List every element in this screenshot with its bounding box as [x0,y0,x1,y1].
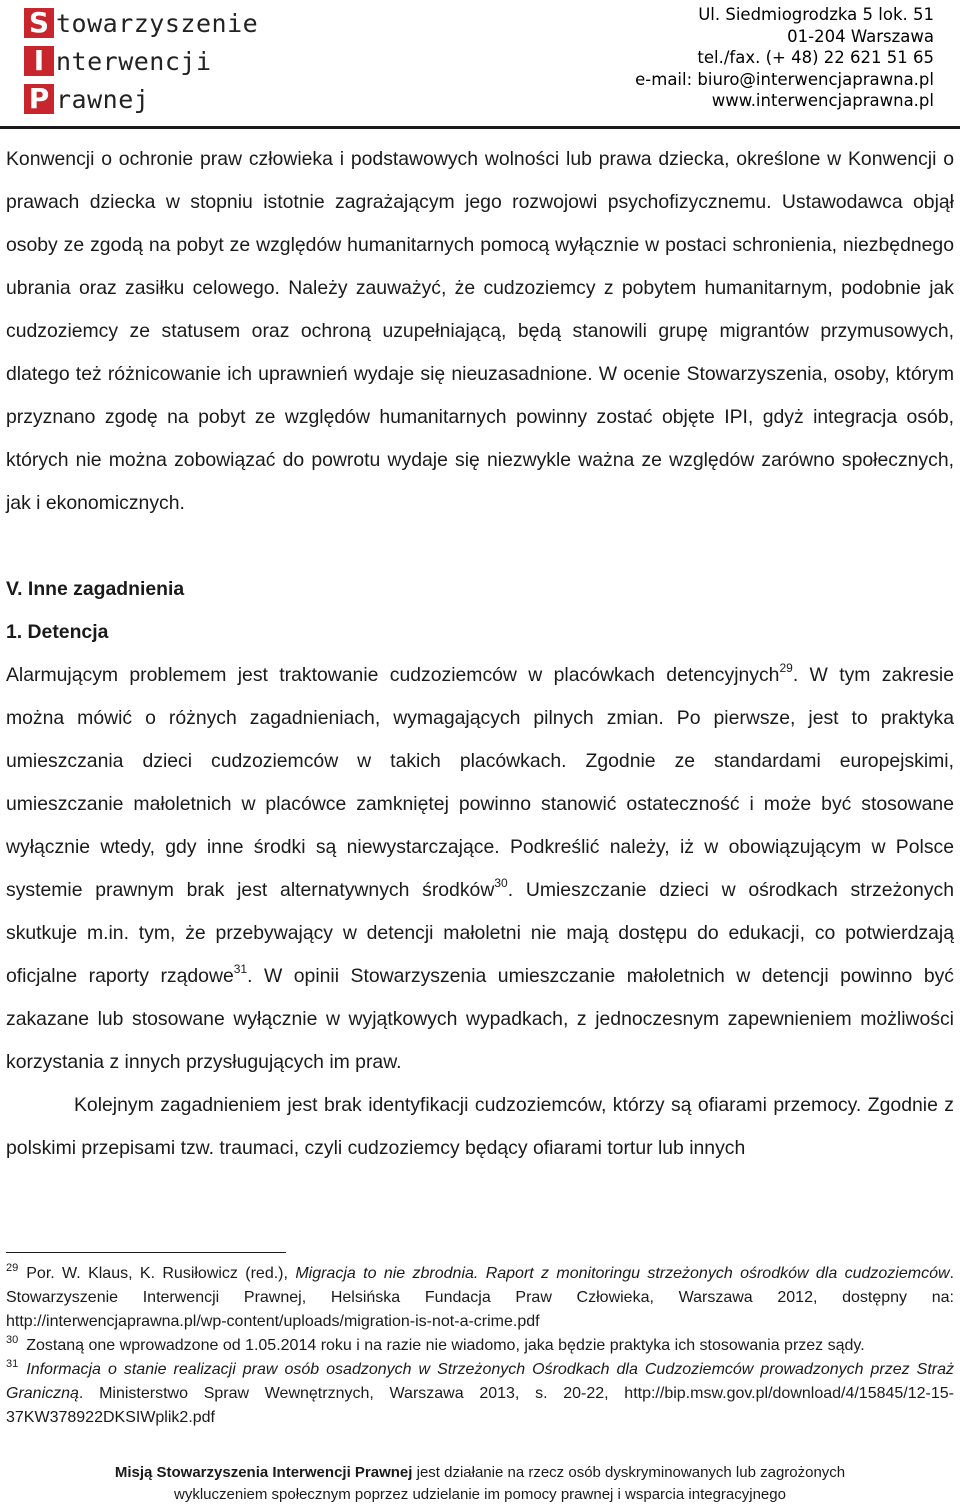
paragraph-spacer [6,525,954,568]
page-footer [0,1462,960,1506]
footnote-29-title: Migracja to nie zbrodnia. Raport z monitoringu strzeżonych ośrodków dla cudzoziemców [295,1265,950,1282]
document-body [6,138,954,1170]
logo-initial-s: S [24,8,54,38]
footnote-ref-30: 30 [494,876,508,890]
paragraph-humanitarian-stay: Konwencji o ochronie praw człowieka i podstawowych wolności lub prawa dziecka, określone w Konwencji o prawach dziecka w stopniu istotnie zagrażającym jego rozwojowi psychofizycznemu. Ustawodawca objął osoby ze zgodą na pobyt ze względów humanitarnych pomocą wyłącznie w postaci schronienia, niezbędnego ubrania oraz zasiłku celowego. Należy zauważyć, że cudzoziemcy z pobytem humanitarnym, podobnie jak cudzoziemcy ze statusem oraz ochroną uzupełniającą, będą stanowili grupę migrantów przymusowych, dlatego też różnicowanie ich uprawnień wydaje się nieuzasadnione. W ocenie Stowarzyszenia, osoby, którym przyznano zgodę na pobyt ze względów humanitarnych powinny zostać objęte IPI, gdyż integracja osób, których nie można zobowiązać do powrotu wydaje się niezwykle ważna ze względów zarówno społecznych, jak i ekonomicznych. [6,148,954,514]
paragraph-victim-identification: Kolejnym zagadnieniem jest brak identyfikacji cudzoziemców, którzy są ofiarami przemocy. Zgodnie z polskimi przepisami tzw. traumaci, czyli cudzoziemcy będący ofiarami tortur lub innych [6,1094,954,1159]
logo-line-1 [24,4,258,42]
contact-city: 01-204 Warszawa [787,26,934,46]
logo-word-3: rawnej [56,84,150,114]
footnote-30-number: 30 [6,1334,19,1346]
footer-line-1 [0,1462,960,1484]
contact-phone: tel./fax. (+ 48) 22 621 51 65 [697,48,934,67]
letterhead [0,0,960,128]
footnote-ref-31: 31 [233,962,248,976]
footnote-29-source: . Stowarzyszenie Interwencji Prawnej, Helsińska Fundacja Praw Człowieka, Warszawa 2012, dostępny na: http://interwencjaprawna.pl/wp-content/uploads/migration-is-not-a-crime.pdf [6,1265,954,1330]
footnote-ref-29: 29 [779,661,793,675]
subsection-heading: 1. Detencja [6,621,109,643]
contact-email: e-mail: biuro@interwencjaprawna.pl [635,69,934,89]
footer-mission-bold: Misją Stowarzyszenia Interwencji Prawnej [114,1464,413,1481]
footnote-29 [6,1262,954,1334]
detention-text-c: . Umieszczanie dzieci w ośrodkach strzeżonych skutkuje m.in. tym, że przebywający w detencji małoletni nie mają dostępu do edukacji, co potwierdzają oficjalne raporty rządowe [6,879,954,987]
logo-initial-i: I [24,46,54,76]
logo-initial-p: P [24,84,54,114]
header-divider [0,126,960,129]
logo-line-2 [24,42,258,80]
footnote-31 [6,1358,954,1430]
footnote-29-lead: Por. W. Klaus, K. Rusiłowicz (red.), [26,1265,288,1282]
footer-mission-rest: jest działanie na rzecz osób dyskryminowanych lub zagrożonych [412,1464,846,1481]
footnote-31-number: 31 [6,1358,19,1370]
detention-text-a: Alarmującym problemem jest traktowanie cudzoziemców w placówkach detencyjnych [6,664,780,686]
section-heading: V. Inne zagadnienia [6,578,185,600]
footer-line-2: wykluczeniem społecznym poprzez udzielanie im pomocy prawnej i wsparcia integracyjnego [174,1486,786,1503]
footnote-30 [6,1334,954,1358]
paragraph-detention [6,654,954,1084]
organization-logo [24,4,258,118]
footnote-29-number: 29 [6,1262,19,1274]
footnote-31-title: Informacja o stanie realizacji praw osób osadzonych w Strzeżonych Ośrodkach dla Cudzoziemców prowadzonych przez Straż Graniczną [6,1361,954,1402]
detention-text-d: . W opinii Stowarzyszenia umieszczanie małoletnich w detencji powinno być zakazane lub stosowane wyłącznie w wyjątkowych wypadkach, z jednoczesnym zapewnieniem możliwości korzystania z innych przysługujących im praw. [6,965,954,1073]
footnote-30-text: Zostaną one wprowadzone od 1.05.2014 roku i na razie nie wiadomo, jaka będzie praktyka ich stosowania przez sądy. [26,1337,865,1354]
logo-line-3 [24,80,258,118]
contact-block [635,4,934,112]
detention-text-b: . W tym zakresie można mówić o różnych zagadnieniach, wymagających pilnych zmian. Po pierwsze, jest to praktyka umieszczania dzieci cudzoziemców w takich placówkach. Zgodnie ze standardami europejskimi, umieszczanie małoletnich w placówce zamkniętej powinno stanowić ostateczność i może być stosowane wyłącznie wtedy, gdy inne środki są niewystarczające. Podkreślić należy, iż w obowiązującym w Polsce systemie prawnym brak jest alternatywnych środków [6,664,954,901]
logo-word-2: nterwencji [56,46,212,76]
contact-website: www.interwencjaprawna.pl [711,91,934,110]
logo-word-1: towarzyszenie [56,8,259,38]
footnotes [6,1262,954,1430]
contact-address: Ul. Siedmiogrodzka 5 lok. 51 [698,5,934,24]
footnote-31-source: . Ministerstwo Spraw Wewnętrznych, Warszawa 2013, s. 20-22, http://bip.msw.gov.pl/download/4/15845/12-15-37KW378922DKSIWplik2.pdf [6,1385,954,1426]
footnote-separator [6,1252,286,1253]
